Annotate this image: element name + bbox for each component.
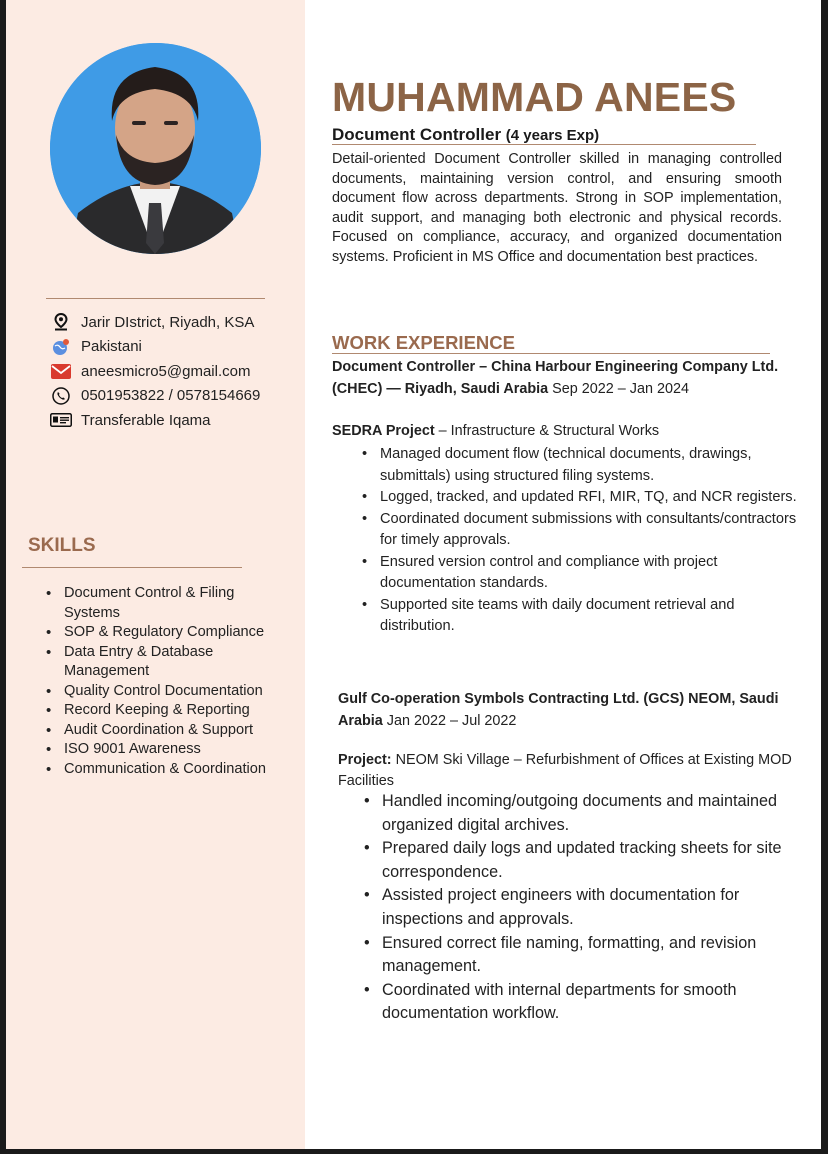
work-experience-divider [332, 353, 770, 354]
contact-nationality [50, 335, 300, 360]
contact-block [50, 310, 300, 433]
job1-project-label: SEDRA Project [332, 423, 435, 439]
contact-email [50, 359, 300, 384]
list-item: • Ensured version control and compliance with project documentation standards. [360, 552, 800, 595]
profile-photo-illustration [50, 43, 261, 254]
skills-list [46, 584, 286, 779]
skill-item: • Communication & Coordination [46, 760, 286, 780]
job2-company: Gulf Co-operation Symbols Contracting Ltd. (GCS) NEOM, Saudi Arabia [338, 691, 779, 729]
skills-divider [22, 567, 242, 568]
profile-summary: Detail-oriented Document Controller skilled in managing controlled documents, maintaining version control, and ensuring smooth document flow across departments. Strong in SOP implementation, audit support, and managing both electronic and physical records. Focused on compliance, accuracy, and organized documentation systems. Proficient in MS Office and documentation best practices. [332, 151, 782, 265]
job2-header [338, 689, 813, 732]
experience-years: (4 years Exp) [505, 127, 600, 144]
contact-iqama [50, 408, 300, 433]
contact-phone [50, 384, 300, 409]
profile-photo [50, 43, 261, 254]
skill-item: • Audit Coordination & Support [46, 721, 286, 741]
job1-title: Document Controller – China Harbour Engineering Company Ltd. (CHEC) — Riyadh, Saudi Arabia [332, 359, 779, 397]
skill-item: • Document Control & Filing Systems [46, 584, 286, 623]
list-item: • Ensured correct file naming, formatting, and revision management. [362, 932, 792, 979]
job1-dates: Sep 2022 – Jan 2024 [552, 380, 689, 397]
skill-item: • Record Keeping & Reporting [46, 701, 286, 721]
resume-page [6, 0, 821, 1149]
list-item: • Managed document flow (technical documents, drawings, submittals) using structured filing systems. [360, 444, 800, 487]
list-item: • Assisted project engineers with documentation for inspections and approvals. [362, 884, 792, 931]
skill-item: • ISO 9001 Awareness [46, 740, 286, 760]
skills-heading: SKILLS [28, 535, 96, 556]
job-title [332, 125, 599, 145]
phone-icon [50, 387, 72, 405]
job2-project [338, 750, 798, 791]
envelope-icon [50, 362, 72, 380]
job-title-text: Document Controller [332, 125, 502, 144]
location-pin-icon [50, 313, 72, 331]
list-item: • Coordinated document submissions with consultants/contractors for timely approvals. [360, 509, 800, 552]
list-item: • Logged, tracked, and updated RFI, MIR, TQ, and NCR registers. [360, 487, 800, 509]
job1-header [332, 357, 802, 400]
nationality-text: Pakistani [81, 338, 142, 356]
skill-item: • Data Entry & Database Management [46, 643, 286, 682]
skill-item: • Quality Control Documentation [46, 682, 286, 702]
phone-text: 0501953822 / 0578154669 [81, 387, 261, 405]
job1-project-desc: – Infrastructure & Structural Works [438, 423, 660, 439]
job2-responsibilities [362, 790, 792, 1026]
list-item: • Prepared daily logs and updated tracking sheets for site correspondence. [362, 837, 792, 884]
skill-item: • SOP & Regulatory Compliance [46, 623, 286, 643]
contact-location [50, 310, 300, 335]
work-experience-heading: WORK EXPERIENCE [332, 332, 515, 353]
job2-project-label: Project: [338, 752, 392, 768]
sidebar [6, 0, 305, 1149]
title-underline [332, 144, 756, 145]
job1-project [332, 421, 802, 443]
email-text: aneesmicro5@gmail.com [81, 362, 251, 380]
job1-responsibilities [360, 444, 800, 638]
job2-dates: Jan 2022 – Jul 2022 [386, 712, 517, 729]
location-text: Jarir DIstrict, Riyadh, KSA [81, 313, 255, 331]
job2-project-desc: NEOM Ski Village – Refurbishment of Offices at Existing MOD Facilities [338, 752, 792, 789]
globe-icon [50, 338, 72, 356]
id-card-icon [50, 411, 72, 429]
candidate-name: MUHAMMAD ANEES [332, 74, 737, 120]
list-item: • Handled incoming/outgoing documents and maintained organized digital archives. [362, 790, 792, 837]
iqama-text: Transferable Iqama [81, 411, 211, 429]
list-item: • Supported site teams with daily document retrieval and distribution. [360, 595, 800, 638]
list-item: • Coordinated with internal departments for smooth documentation workflow. [362, 979, 792, 1026]
contact-divider [46, 298, 265, 299]
